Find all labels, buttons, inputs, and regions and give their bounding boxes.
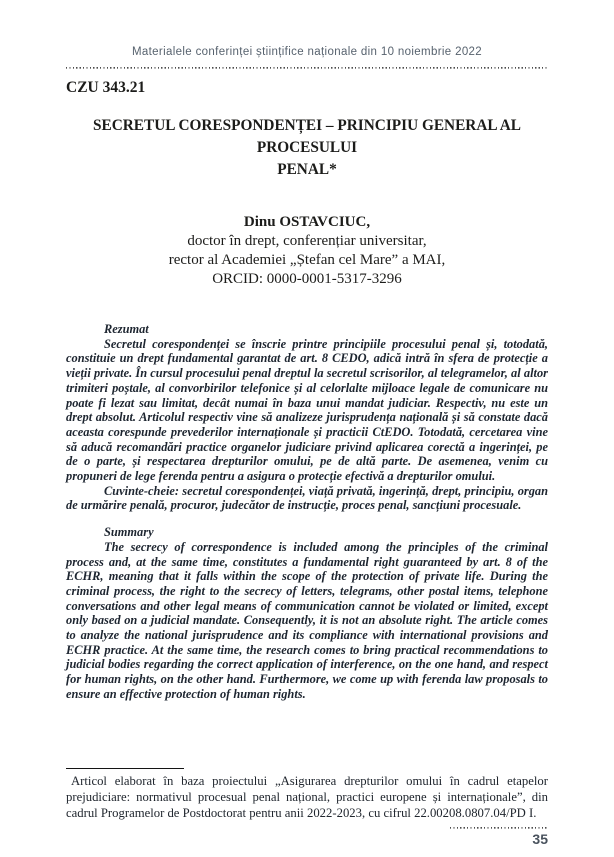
footnote-separator-rule — [66, 768, 184, 769]
rezumat-text: Secretul corespondenței se înscrie printre principiile procesului penal și, totodată, constituie un drept fundamental garantat de art. 8 CEDO, adică intră în sfera de protecție a vieții private. În cursul procesului penal dreptul la secretul scrisorilor, al telegramelor, al altor trimiteri poștale, al convorbirilor telefonice și al celorlalte mijloace legale de comunicare nu poate fi lezat sau limitat, decât numai în baza unui mandat judiciar. Respectiv, nu este un drept absolut. Articolul respectiv vine să analizeze jurisprudența națională și să constate dacă aceasta corespunde prevederilor internaționale și practicii CtEDO. Totodată, cercetarea vine să aducă recomandări practice organelor judiciare privind aplicarea corectă a ingerinței, pe de o parte, și respectarea drepturilor omului, pe de altă parte. De asemenea, venim cu propuneri de lege ferenda pentru a asigura o protecție efectivă a drepturilor omului. — [66, 336, 548, 484]
header-dotted-divider — [66, 67, 548, 69]
footnote-block — [66, 768, 548, 821]
author-block — [66, 213, 548, 289]
abstract-english — [66, 525, 548, 701]
rezumat-heading: Rezumat — [104, 322, 149, 336]
running-header: Materialele conferinței științifice naționale din 10 noiembrie 2022 — [131, 46, 483, 58]
page-number: 35 — [532, 831, 548, 847]
article-title-line-2: PENAL* — [277, 161, 337, 178]
summary-text: The secrecy of correspondence is included among the principles of the criminal process and, at the same time, constitutes a fundamental right guaranteed by art. 8 of the ECHR, meaning that it falls within the scope of the protection of private life. During the criminal process, the right to the secrecy of letters, telegrams, other postal items, telephone conversations and other legal means of communication cannot be violated or limited, except only based on a judicial mandate. Consequently, it is not an absolute right. The article comes to analyze the national jurisprudence and its compliance with international provisions and ECHR practice. At the same time, the research comes to bring practical recommendations to judicial bodies regarding the correct application of interference, on the one hand, and respect for human rights, on the other hand. Furthermore, we come up with ferenda law proposals to ensure an effective protection of human rights. — [66, 539, 548, 701]
abstract-romanian — [66, 322, 548, 513]
author-name: Dinu OSTAVCIUC, — [243, 214, 371, 230]
article-title-line-1: SECRETUL CORESPONDENȚEI – PRINCIPIU GENERAL AL PROCESULUI — [93, 117, 521, 156]
article-title — [66, 115, 548, 181]
author-orcid: ORCID: 0000-0001-5317-3296 — [212, 271, 402, 287]
author-degree: doctor în drept, conferențiar universitar, — [187, 233, 427, 249]
summary-heading: Summary — [104, 525, 154, 540]
footer-dotted-divider — [450, 827, 548, 829]
czu-code: CZU 343.21 — [66, 79, 146, 96]
page-footer — [66, 827, 548, 847]
keywords-text: Cuvinte-cheie: secretul corespondenței, viață privată, ingerință, drept, principiu, organ de urmărire penală, procuror, judecător de instrucție, proces penal, sancțiuni procesuale. — [66, 483, 548, 513]
author-affiliation: rector al Academiei „Ștefan cel Mare” a MAI, — [168, 252, 446, 268]
footnote-text: Articol elaborat în baza proiectului „Asigurarea drepturilor omului în cadrul etapelor prejudiciare: normativul procesual penal național, practici europene și internaționale”, din cadrul Programelor de Postdoctorat pentru anii 2022-2023, cu cifrul 22.00208.0807.04/PD I. — [66, 774, 548, 820]
